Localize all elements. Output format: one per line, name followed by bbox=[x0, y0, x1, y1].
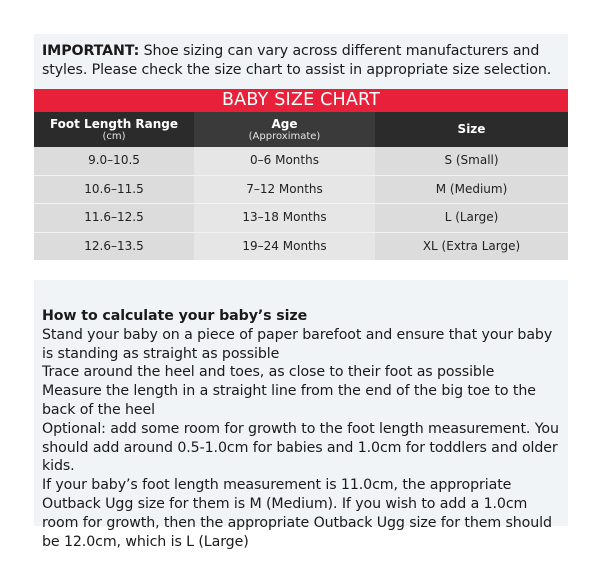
header-label: Foot Length Range bbox=[49, 116, 179, 131]
age-cell: 13–18 Months bbox=[194, 204, 375, 232]
foot-length-cell: 10.6–11.5 bbox=[34, 176, 194, 204]
table-row bbox=[34, 147, 568, 175]
header-label: Age bbox=[271, 116, 298, 131]
howto-title: How to calculate your baby’s size bbox=[42, 308, 308, 324]
header-sub: (cm) bbox=[102, 130, 126, 142]
important-notice bbox=[42, 42, 562, 80]
header-age bbox=[194, 112, 375, 147]
age-cell: 0–6 Months bbox=[194, 147, 375, 175]
table-row bbox=[34, 232, 568, 261]
table-row bbox=[34, 203, 568, 232]
header-size bbox=[375, 112, 568, 147]
howto-step: If your baby’s foot length measurement is 11.0cm, the appropriate Outback Ugg size for them is M (Medium). If you wish to add a 1.0cm room for growth, then the appropriate Outback Ugg size for them should be 12.0cm, which is L (Large) bbox=[42, 477, 552, 550]
size-cell: L (Large) bbox=[375, 204, 568, 232]
size-cell: XL (Extra Large) bbox=[375, 233, 568, 261]
age-cell: 19–24 Months bbox=[194, 233, 375, 261]
header-label: Size bbox=[457, 122, 486, 136]
age-cell: 7–12 Months bbox=[194, 176, 375, 204]
header-sub: (Approximate) bbox=[248, 130, 321, 142]
size-cell: M (Medium) bbox=[375, 176, 568, 204]
howto-step: Trace around the heel and toes, as close to their foot as possible bbox=[42, 364, 495, 381]
chart-header-row bbox=[34, 112, 568, 147]
howto-step: Measure the length in a straight line from the end of the big toe to the back of the heel bbox=[42, 383, 536, 418]
howto-step: Optional: add some room for growth to the foot length measurement. You should add around 0.5-1.0cm for babies and 1.0cm for toddlers and older kids. bbox=[42, 420, 559, 475]
foot-length-cell: 12.6–13.5 bbox=[34, 233, 194, 261]
howto-section bbox=[42, 307, 562, 551]
howto-step: Stand your baby on a piece of paper barefoot and ensure that your baby is standing as straight as possible bbox=[42, 326, 553, 362]
notice-text: Shoe sizing can vary across different manufacturers and styles. Please check the size chart to assist in appropriate size selection. bbox=[42, 43, 552, 78]
chart-title: BABY SIZE CHART bbox=[34, 89, 568, 112]
foot-length-cell: 11.6–12.5 bbox=[34, 204, 194, 232]
baby-size-chart bbox=[34, 89, 568, 260]
foot-length-cell: 9.0–10.5 bbox=[34, 147, 194, 175]
table-row bbox=[34, 175, 568, 204]
header-foot-length bbox=[34, 112, 194, 147]
notice-label: IMPORTANT: bbox=[42, 43, 140, 59]
size-cell: S (Small) bbox=[375, 147, 568, 175]
